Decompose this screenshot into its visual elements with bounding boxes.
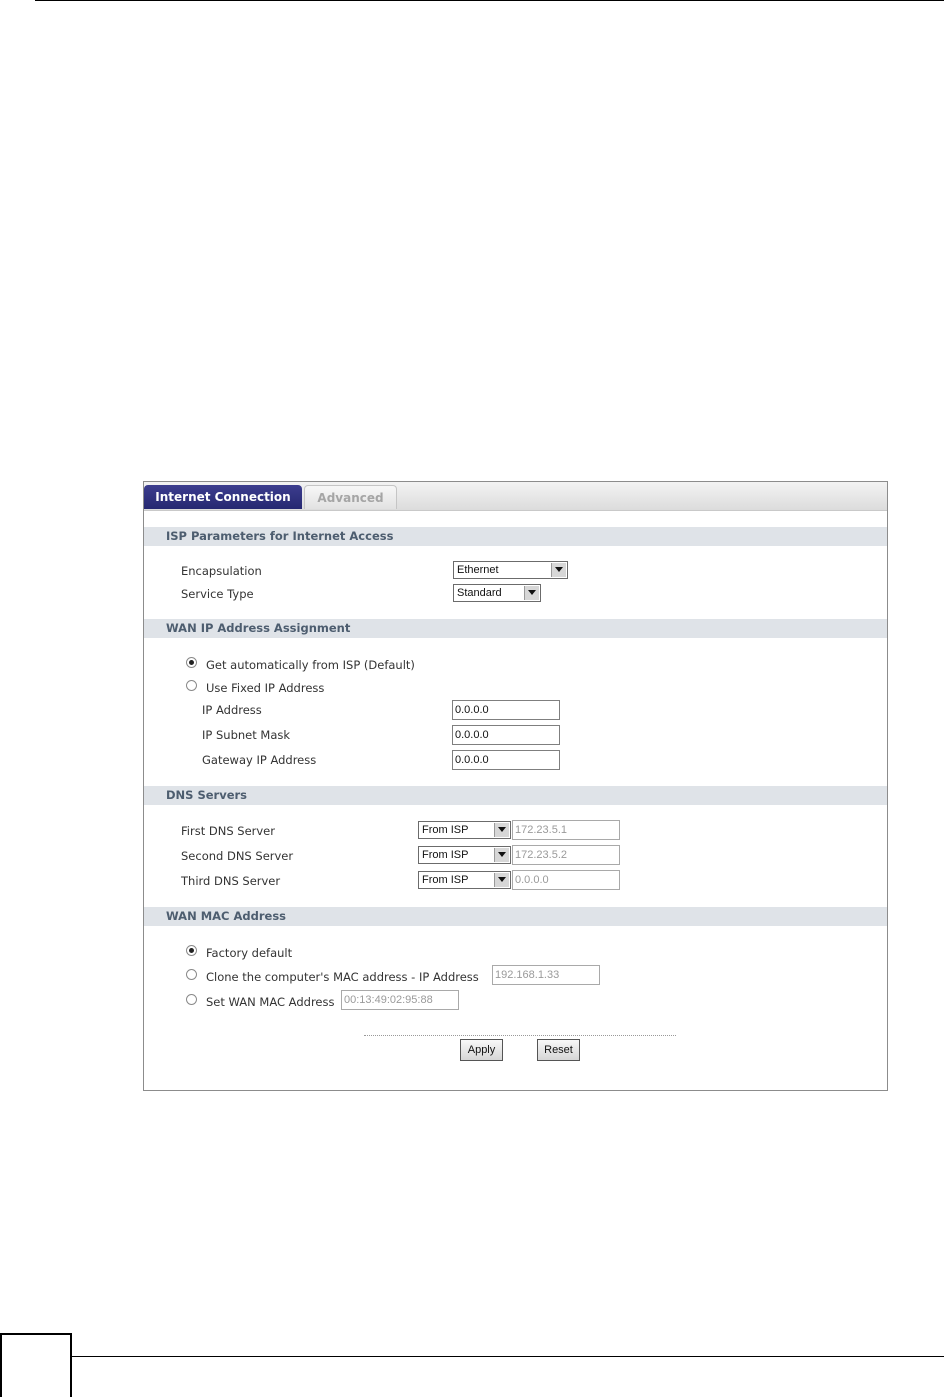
third-dns-input[interactable]: 0.0.0.0 (512, 870, 620, 890)
wan-ip-auto-radio[interactable] (186, 657, 197, 668)
wan-ip-section-header (144, 619, 887, 638)
mac-section-header (144, 907, 887, 926)
encapsulation-label: Encapsulation (181, 564, 262, 578)
mac-set-input[interactable]: 00:13:49:02:95:88 (341, 990, 459, 1010)
wan-ip-auto-label: Get automatically from ISP (Default) (206, 658, 415, 672)
third-dns-label: Third DNS Server (181, 874, 281, 888)
tab-advanced[interactable]: Advanced (304, 485, 397, 509)
mac-section-title: WAN MAC Address (166, 909, 287, 923)
ip-address-input[interactable]: 0.0.0.0 (452, 700, 560, 720)
service-type-value: Standard (457, 587, 502, 599)
mac-clone-ip-input[interactable]: 192.168.1.33 (492, 965, 600, 985)
gateway-input[interactable]: 0.0.0.0 (452, 750, 560, 770)
mac-clone-label: Clone the computer's MAC address - IP Address (206, 970, 479, 984)
mac-factory-radio[interactable] (186, 945, 197, 956)
dns-section-title: DNS Servers (166, 788, 248, 802)
isp-section-title: ISP Parameters for Internet Access (166, 529, 394, 543)
third-dns-mode-value: From ISP (422, 874, 469, 886)
first-dns-label: First DNS Server (181, 824, 275, 838)
page-top-rule (35, 0, 944, 1)
encapsulation-select[interactable] (453, 561, 568, 579)
button-divider (364, 1035, 676, 1036)
mac-clone-radio[interactable] (186, 969, 197, 980)
page-bottom-rule (72, 1356, 944, 1357)
mac-set-radio[interactable] (186, 994, 197, 1005)
tab-internet-connection[interactable]: Internet Connection (144, 485, 302, 509)
subnet-mask-input[interactable]: 0.0.0.0 (452, 725, 560, 745)
second-dns-mode-value: From ISP (422, 849, 469, 861)
gateway-label: Gateway IP Address (202, 753, 317, 767)
wan-ip-fixed-label: Use Fixed IP Address (206, 681, 325, 695)
wan-ip-fixed-radio[interactable] (186, 680, 197, 691)
service-type-select[interactable] (453, 584, 541, 602)
first-dns-mode-value: From ISP (422, 824, 469, 836)
second-dns-label: Second DNS Server (181, 849, 294, 863)
page-number-box (0, 1333, 72, 1397)
internet-connection-panel (143, 481, 888, 1091)
chevron-down-icon[interactable] (494, 848, 509, 862)
ip-address-label: IP Address (202, 703, 262, 717)
apply-button[interactable]: Apply (460, 1039, 503, 1061)
service-type-label: Service Type (181, 587, 254, 601)
second-dns-input[interactable]: 172.23.5.2 (512, 845, 620, 865)
reset-button[interactable]: Reset (537, 1039, 580, 1061)
chevron-down-icon[interactable] (494, 823, 509, 837)
wan-ip-section-title: WAN IP Address Assignment (166, 621, 351, 635)
tab-bar (144, 482, 887, 511)
mac-set-label: Set WAN MAC Address (206, 995, 335, 1009)
isp-section-header (144, 527, 887, 546)
second-dns-mode-select[interactable] (418, 846, 511, 864)
chevron-down-icon[interactable] (494, 873, 509, 887)
chevron-down-icon[interactable] (524, 586, 539, 600)
encapsulation-value: Ethernet (457, 564, 499, 576)
chevron-down-icon[interactable] (551, 563, 566, 577)
dns-section-header (144, 786, 887, 805)
first-dns-mode-select[interactable] (418, 821, 511, 839)
third-dns-mode-select[interactable] (418, 871, 511, 889)
first-dns-input[interactable]: 172.23.5.1 (512, 820, 620, 840)
subnet-mask-label: IP Subnet Mask (202, 728, 291, 742)
mac-factory-label: Factory default (206, 946, 293, 960)
